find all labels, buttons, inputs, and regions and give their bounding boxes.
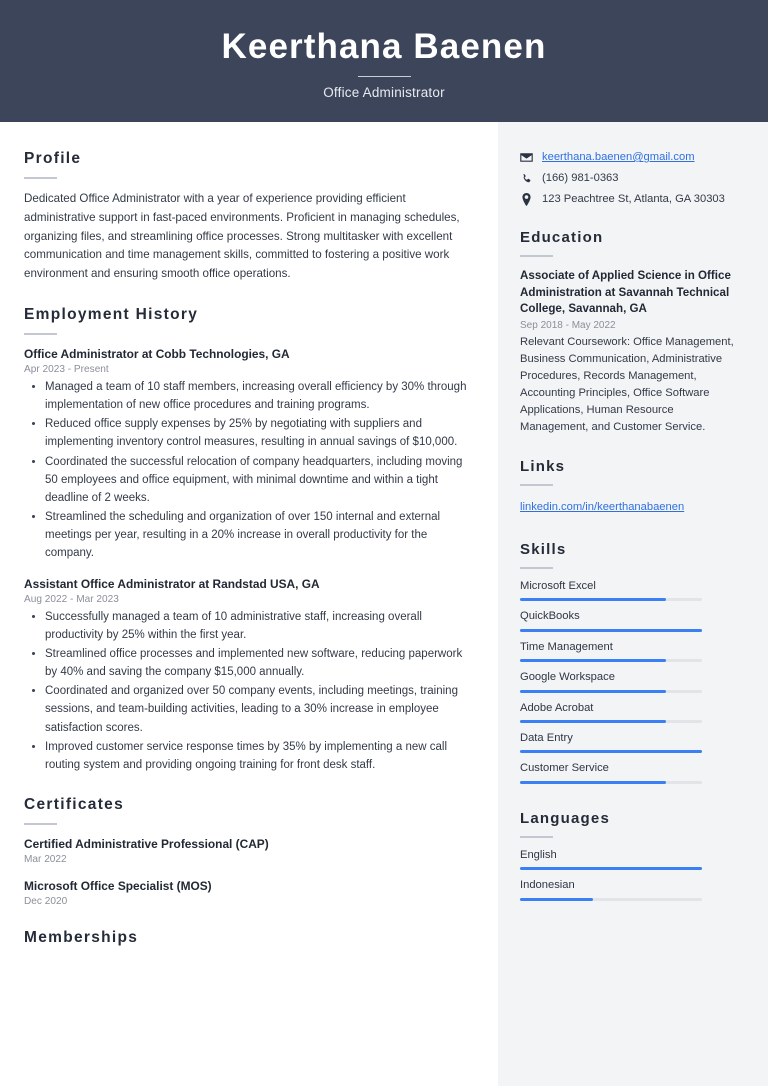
language-item xyxy=(520,849,744,870)
linkedin-link[interactable]: linkedin.com/in/keerthanabaenen xyxy=(520,500,685,513)
education-description: Relevant Coursework: Office Management, Business Communication, Administrative Procedures, Records Management, Accounting Principles, Office Software Applications, Human Resource Management, and Customer Service. xyxy=(520,335,734,433)
language-bar-fill xyxy=(520,867,702,870)
skill-bar-fill xyxy=(520,720,666,723)
skill-bar-fill xyxy=(520,781,666,784)
language-bar-fill xyxy=(520,898,593,901)
job-bullet: Improved customer service response times by 35% by implementing a new call routing system and providing ongoing training for front desk staff. xyxy=(43,738,472,774)
employment-entry xyxy=(24,346,472,563)
languages-heading: Languages xyxy=(520,809,610,827)
memberships-heading: Memberships xyxy=(24,929,139,947)
links-heading: Links xyxy=(520,457,566,475)
skill-bar xyxy=(520,750,702,753)
skill-label: Adobe Acrobat xyxy=(520,701,594,714)
certificates-section xyxy=(24,796,472,907)
links-section xyxy=(520,458,744,515)
skill-item xyxy=(520,580,744,601)
employment-section xyxy=(24,306,472,774)
language-label: English xyxy=(520,848,557,861)
email-link[interactable]: keerthana.baenen@gmail.com xyxy=(542,151,695,163)
skill-bar-fill xyxy=(520,598,666,601)
certificate-date: Dec 2020 xyxy=(24,896,68,908)
section-rule xyxy=(520,567,553,569)
certificates-heading: Certificates xyxy=(24,796,125,813)
resume-header xyxy=(0,0,768,122)
section-rule xyxy=(24,333,57,335)
job-date: Aug 2022 - Mar 2023 xyxy=(24,593,119,605)
envelope-icon xyxy=(520,151,533,164)
language-label: Indonesian xyxy=(520,879,575,892)
contact-address xyxy=(520,192,744,207)
phone-text: (166) 981-0363 xyxy=(542,172,619,185)
certificate-title: Microsoft Office Specialist (MOS) xyxy=(24,879,212,894)
job-title: Assistant Office Administrator at Randstad USA, GA xyxy=(24,576,320,591)
skill-label: Google Workspace xyxy=(520,671,615,684)
skill-bar xyxy=(520,690,702,693)
main-column xyxy=(0,122,498,1086)
location-pin-icon xyxy=(520,193,533,206)
certificate-date: Mar 2022 xyxy=(24,854,67,866)
skill-bar-fill xyxy=(520,690,666,693)
job-bullets xyxy=(24,378,472,563)
job-bullet: Streamlined office processes and implemented new software, reducing paperwork by 40% and saving the company $15,000 annually. xyxy=(43,645,472,681)
header-divider xyxy=(358,76,411,77)
phone-icon xyxy=(520,172,533,185)
skill-bar xyxy=(520,781,702,784)
skill-bar-fill xyxy=(520,750,702,753)
employment-entry xyxy=(24,576,472,774)
candidate-name: Keerthana Baenen xyxy=(221,26,547,66)
job-bullet: Successfully managed a team of 10 administrative staff, increasing overall productivity by 25% within the first year. xyxy=(43,608,472,644)
skill-label: Data Entry xyxy=(520,731,573,744)
job-bullet: Streamlined the scheduling and organization of over 150 internal and external meetings per year, resulting in a 20% increase in overall productivity for the company. xyxy=(43,508,472,562)
contact-phone xyxy=(520,171,744,186)
address-text: 123 Peachtree St, Atlanta, GA 30303 xyxy=(542,193,725,206)
skill-item xyxy=(520,702,744,723)
job-title: Office Administrator at Cobb Technologies, GA xyxy=(24,346,290,361)
certificate-entry xyxy=(24,878,472,907)
section-rule xyxy=(24,177,57,179)
education-section xyxy=(520,229,744,435)
profile-section xyxy=(24,150,472,284)
skill-bar xyxy=(520,598,702,601)
language-bar xyxy=(520,867,702,870)
skills-heading: Skills xyxy=(520,540,567,558)
certificate-entry xyxy=(24,836,472,865)
memberships-section xyxy=(24,929,472,947)
certificate-title: Certified Administrative Professional (CAP) xyxy=(24,837,269,851)
job-bullet: Managed a team of 10 staff members, increasing overall efficiency by 30% through implementation of new office procedures and training programs. xyxy=(43,378,472,414)
skill-label: Customer Service xyxy=(520,762,609,775)
skills-section xyxy=(520,541,744,784)
skill-item xyxy=(520,671,744,692)
skill-label: Microsoft Excel xyxy=(520,579,596,592)
employment-heading: Employment History xyxy=(24,305,199,323)
section-rule xyxy=(520,255,553,257)
skill-item xyxy=(520,732,744,753)
education-heading: Education xyxy=(520,229,604,247)
resume-body xyxy=(0,122,768,1086)
skill-bar xyxy=(520,629,702,632)
job-bullet: Coordinated and organized over 50 company events, including meetings, training sessions, and team-building activities, leading to a 30% increase in employee satisfaction scores. xyxy=(43,682,472,736)
contact-email xyxy=(520,150,744,165)
job-bullet: Reduced office supply expenses by 25% by negotiating with suppliers and implementing inventory control measures, resulting in annual savings of $10,000. xyxy=(43,415,472,451)
candidate-job-title: Office Administrator xyxy=(323,85,445,101)
language-item xyxy=(520,879,744,900)
language-bar xyxy=(520,898,702,901)
sidebar-column xyxy=(498,122,768,1086)
skill-label: Time Management xyxy=(520,640,613,653)
education-title: Associate of Applied Science in Office Administration at Savannah Technical College, Savannah, GA xyxy=(520,269,731,316)
languages-section xyxy=(520,810,744,901)
skill-bar-fill xyxy=(520,659,666,662)
profile-text: Dedicated Office Administrator with a year of experience providing efficient administrative support in fast-paced environments. Proficient in managing schedules, organizing files, and streamlining office processes. Strong multitasker with excellent communication and time management skills, committed to fostering a positive work environment and ensuring smooth office operations. xyxy=(24,192,460,281)
skill-item xyxy=(520,641,744,662)
skill-label: QuickBooks xyxy=(520,610,580,623)
skill-item xyxy=(520,610,744,631)
skill-bar-fill xyxy=(520,629,702,632)
job-date: Apr 2023 - Present xyxy=(24,363,109,375)
section-rule xyxy=(24,823,57,825)
job-bullet: Coordinated the successful relocation of company headquarters, including moving 50 employees and office equipment, with minimal downtime and within a tight deadline of 2 weeks. xyxy=(43,453,472,507)
profile-heading: Profile xyxy=(24,150,82,167)
section-rule xyxy=(520,484,553,486)
skill-item xyxy=(520,762,744,783)
contact-list xyxy=(520,150,744,207)
skill-bar xyxy=(520,720,702,723)
skill-bar xyxy=(520,659,702,662)
section-rule xyxy=(520,836,553,838)
education-date: Sep 2018 - May 2022 xyxy=(520,319,616,331)
job-bullets xyxy=(24,608,472,774)
